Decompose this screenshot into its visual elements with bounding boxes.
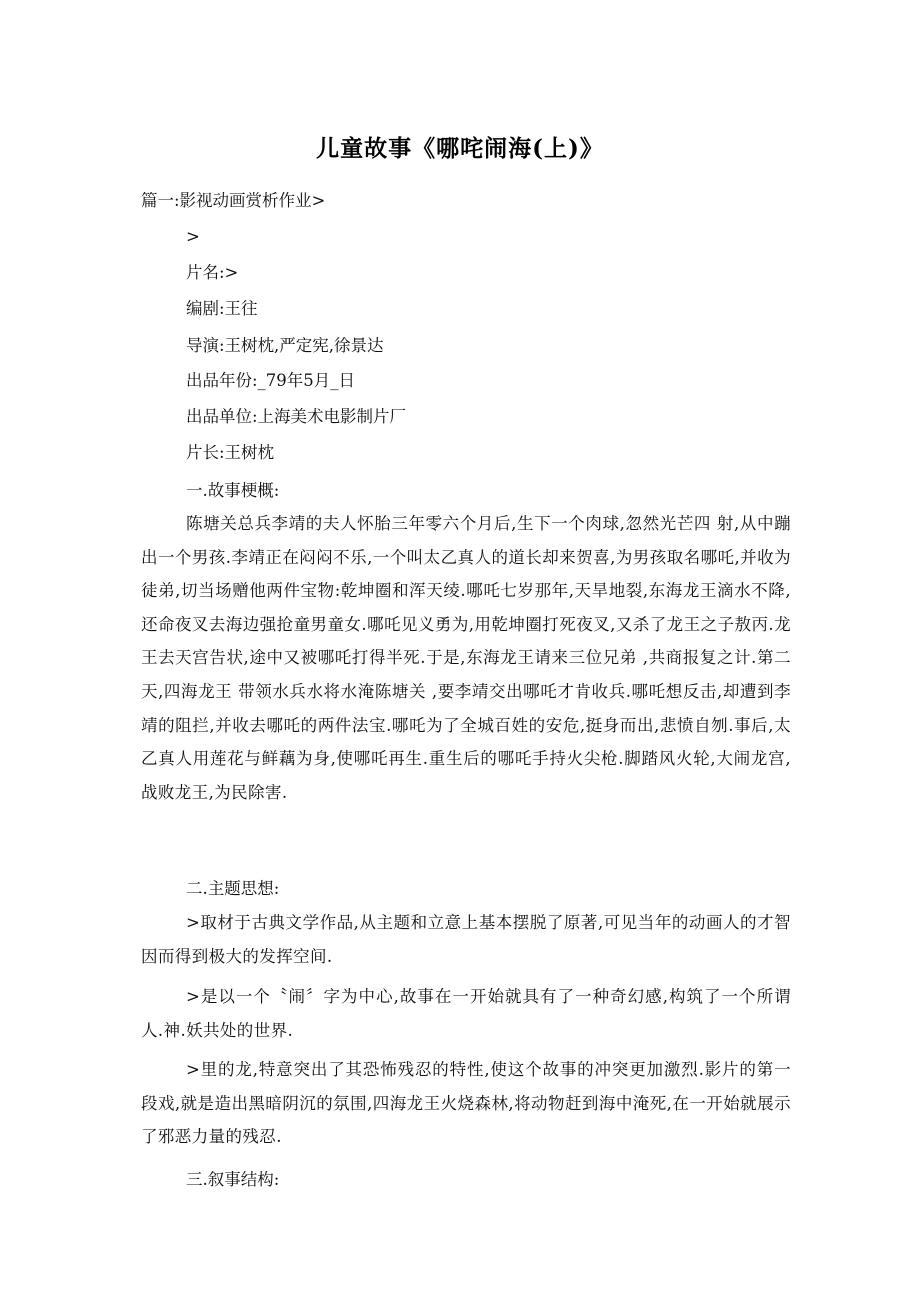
synopsis-paragraph: 陈塘关总兵李靖的夫人怀胎三年零六个月后,生下一个肉球,忽然光芒四 射,从中蹦出一个男孩.李靖正在闷闷不乐,一个叫太乙真人的道长却来贺喜,为男孩取名哪吒,并收为徒弟,切当场赠他两件宝物:乾坤圈和浑天绫.哪吒七岁那年,天旱地裂,东海龙王滴水不降,还命夜叉去海边强抢童男童女.哪吒见义勇为,用乾坤圈打死夜叉,又杀了龙王之子敖丙.龙王去天宫告状,途中又被哪吒打得半死.于是,东海龙王请来三位兄弟 ,共商报复之计.第二天,四海龙王 带领水兵水将水淹陈塘关 ,要李靖交出哪吒才肯收兵.哪吒想反击,却遭到李靖的阻拦,并收去哪吒的两件法宝.哪吒为了全城百姓的安危,挺身而出,悲愤自刎.事后,太乙真人用莲花与鲜藕为身,使哪吒再生.重生后的哪吒手持火尖枪.脚踏风火轮,大闹龙宫,战败龙王,为民除害. [141,514,791,802]
info-line-film-name: 片名:> [186,263,239,282]
info-line-directors: 导演:王树枕,严定宪,徐景达 [186,336,384,355]
heading-narrative-structure: 三.叙事结构: [186,1170,280,1189]
section-subtitle: 篇一:影视动画赏析作业> [141,191,326,210]
document-title: 儿童故事《哪咤闹海(上)》 [316,135,604,162]
info-line-year: 出品年份:_79年5月_日 [186,371,356,390]
theme-paragraph-3: >里的龙,特意突出了其恐怖残忍的特性,使这个故事的冲突更加激烈.影片的第一段戏,就是造出黑暗阴沉的氛围,四海龙王火烧森林,将动物赶到海中淹死,在一开始就展示了邪恶力量的残忍. [141,1060,791,1147]
theme-paragraph-2: >是以一个〝闹〞字为中心,故事在一开始就具有了一种奇幻感,构筑了一个所谓人.神.妖共处的世界. [141,987,791,1040]
info-line-screenwriter: 编剧:王往 [186,299,258,318]
theme-paragraph-1: >取材于古典文学作品,从主题和立意上基本摆脱了原著,可见当年的动画人的才智因而得到极大的发挥空间. [141,913,791,966]
heading-theme: 二.主题思想: [186,879,280,898]
info-line-producer: 片长:王树枕 [186,443,275,462]
heading-synopsis: 一.故事梗概: [186,481,280,500]
info-line-placeholder: > [186,227,200,246]
info-line-studio: 出品单位:上海美术电影制片厂 [186,407,407,426]
